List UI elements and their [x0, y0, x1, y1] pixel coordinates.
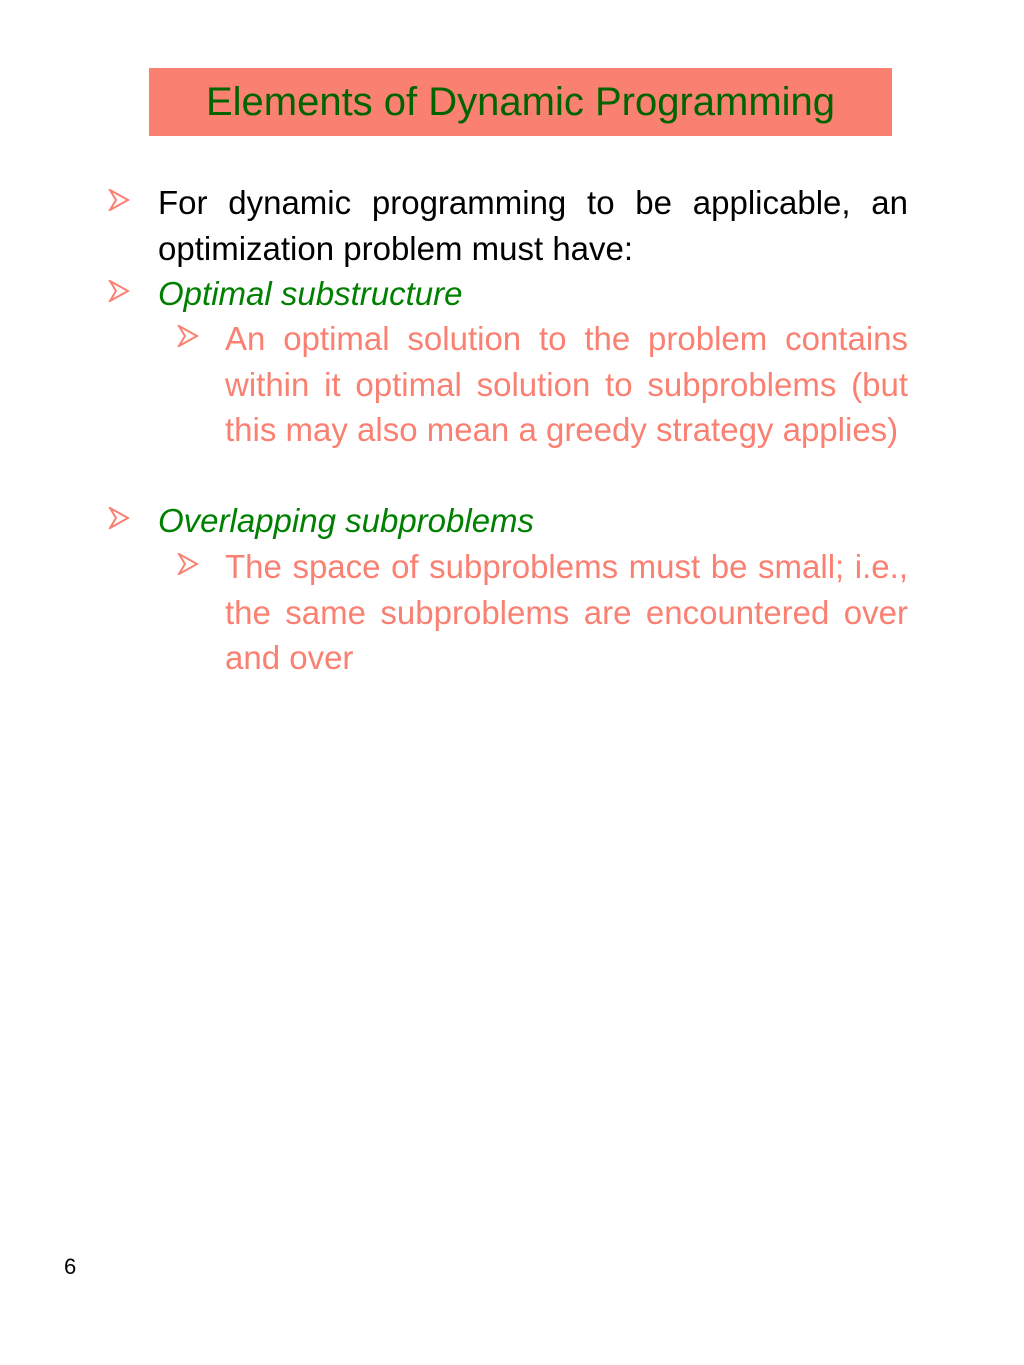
sub-bullet-item: [177, 316, 908, 453]
sub-bullet-item: [177, 544, 908, 681]
arrow-bullet-icon: [177, 316, 225, 347]
sub-bullet-text: The space of subproblems must be small; i.e., the same subproblems are encountered over and over: [225, 548, 908, 676]
page-number: 6: [64, 1254, 77, 1279]
bullet-item: [108, 498, 908, 544]
title-banner: [149, 68, 892, 136]
arrow-bullet-icon: [108, 498, 158, 529]
bullet-item: [108, 180, 908, 271]
bullet-text: Overlapping subproblems: [158, 502, 535, 539]
bullet-item: [108, 271, 908, 317]
bullet-text: For dynamic programming to be applicable, an optimization problem must have:: [158, 184, 908, 267]
arrow-bullet-icon: [108, 271, 158, 302]
bullet-text: Optimal substructure: [158, 275, 463, 312]
sub-bullet-text: An optimal solution to the problem contains within it optimal solution to subproblems (but this may also mean a greedy strategy applies): [225, 320, 908, 448]
arrow-bullet-icon: [108, 180, 158, 211]
arrow-bullet-icon: [177, 544, 225, 575]
slide-title: Elements of Dynamic Programming: [205, 80, 836, 124]
